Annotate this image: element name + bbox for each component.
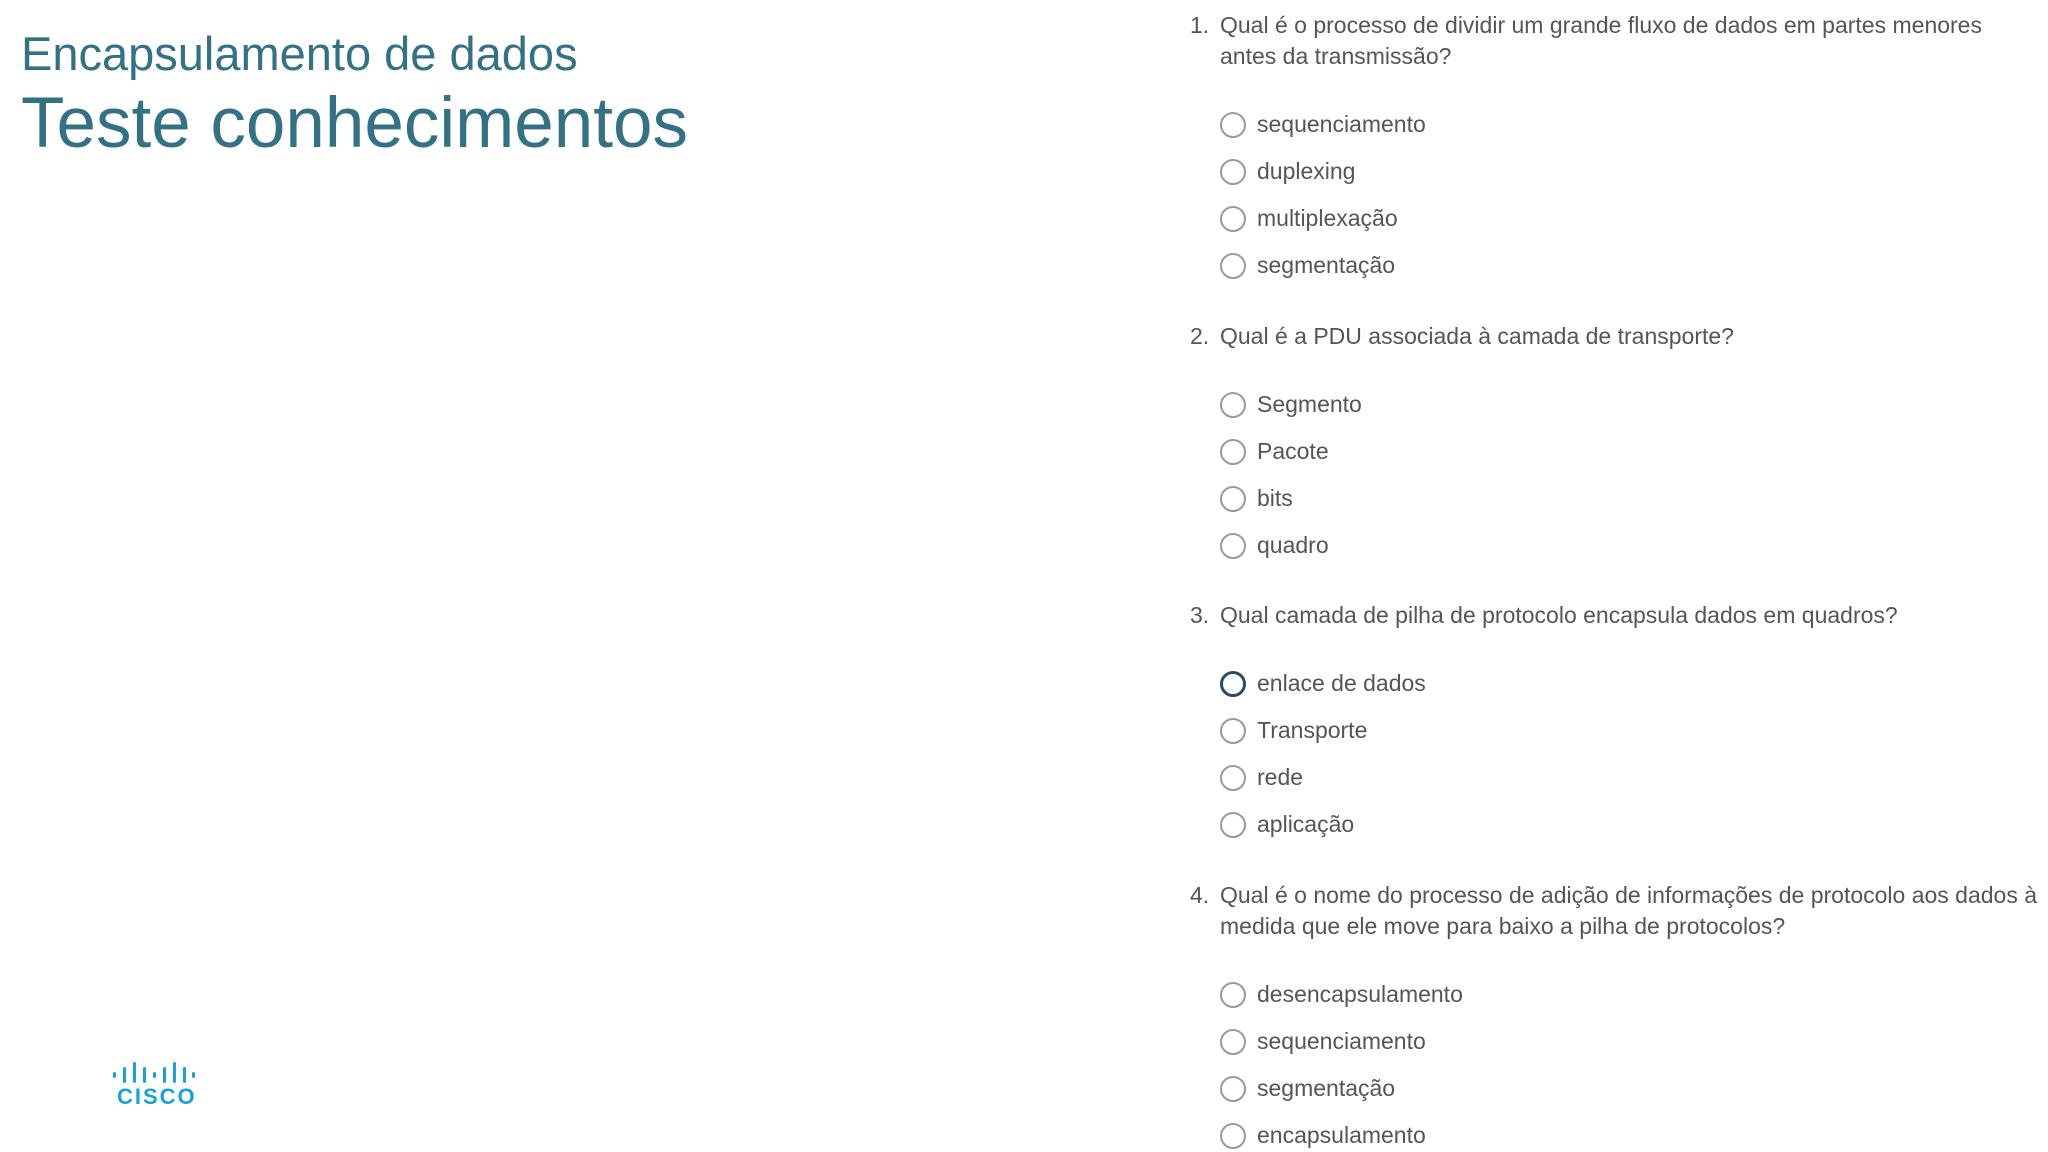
- question-text: [1190, 10, 2040, 72]
- answer-options: [1190, 381, 2040, 569]
- radio-button[interactable]: [1220, 718, 1246, 744]
- answer-option[interactable]: [1190, 195, 2040, 242]
- answer-option[interactable]: [1190, 754, 2040, 801]
- cisco-wordmark: CISCO: [117, 1084, 197, 1109]
- cisco-bars-icon: [111, 1060, 197, 1084]
- answer-label: enlace de dados: [1257, 670, 1426, 696]
- radio-button[interactable]: [1220, 1076, 1246, 1102]
- question-number: 2.: [1190, 323, 1210, 349]
- answer-option[interactable]: [1190, 242, 2040, 289]
- slide-title: Teste conhecimentos: [21, 84, 688, 163]
- answer-option[interactable]: [1190, 1018, 2040, 1065]
- question-number: 1.: [1190, 12, 1210, 38]
- answer-label: duplexing: [1257, 158, 1356, 184]
- question-prompt: Qual é o processo de dividir um grande fluxo de dados em partes menores antes da transmissão?: [1220, 12, 1982, 69]
- question-4: [1190, 880, 2040, 1152]
- radio-button[interactable]: [1220, 439, 1246, 465]
- answer-label: Segmento: [1257, 391, 1362, 417]
- radio-button[interactable]: [1220, 982, 1246, 1008]
- cisco-logo: [111, 1060, 197, 1109]
- radio-button[interactable]: [1220, 253, 1246, 279]
- question-3: [1190, 600, 2040, 848]
- question-text: [1190, 600, 2040, 631]
- question-number: 4.: [1190, 882, 1210, 908]
- answer-label: sequenciamento: [1257, 111, 1426, 137]
- answer-option[interactable]: [1190, 801, 2040, 848]
- question-1: [1190, 10, 2040, 289]
- answer-label: segmentação: [1257, 1075, 1396, 1101]
- answer-option[interactable]: [1190, 522, 2040, 569]
- answer-label: bits: [1257, 485, 1293, 511]
- question-text: [1190, 880, 2040, 942]
- answer-label: Pacote: [1257, 438, 1329, 464]
- answer-option[interactable]: [1190, 660, 2040, 707]
- answer-option[interactable]: [1190, 428, 2040, 475]
- radio-button[interactable]: [1220, 765, 1246, 791]
- answer-options: [1190, 101, 2040, 289]
- slide-subtitle: Encapsulamento de dados: [21, 27, 578, 80]
- answer-option[interactable]: [1190, 707, 2040, 754]
- radio-button[interactable]: [1220, 1123, 1246, 1149]
- answer-option[interactable]: [1190, 381, 2040, 428]
- answer-label: segmentação: [1257, 252, 1396, 278]
- answer-label: rede: [1257, 764, 1304, 790]
- question-number: 3.: [1190, 602, 1210, 628]
- question-prompt: Qual é a PDU associada à camada de transporte?: [1220, 323, 1734, 349]
- radio-button[interactable]: [1220, 112, 1246, 138]
- answer-label: quadro: [1257, 532, 1329, 558]
- question-text: [1190, 321, 2040, 352]
- radio-button[interactable]: [1220, 812, 1246, 838]
- radio-button[interactable]: [1220, 392, 1246, 418]
- radio-button[interactable]: [1220, 206, 1246, 232]
- answer-option[interactable]: [1190, 1112, 2040, 1152]
- answer-option[interactable]: [1190, 475, 2040, 522]
- question-prompt: Qual camada de pilha de protocolo encapsula dados em quadros?: [1220, 602, 1898, 628]
- radio-button[interactable]: [1220, 533, 1246, 559]
- question-prompt: Qual é o nome do processo de adição de informações de protocolo aos dados à medida que ele move para baixo a pilha de protocolos?: [1220, 882, 2038, 939]
- answer-option[interactable]: [1190, 1065, 2040, 1112]
- answer-option[interactable]: [1190, 971, 2040, 1018]
- radio-button-focused[interactable]: [1220, 671, 1246, 697]
- answer-options: [1190, 971, 2040, 1152]
- answer-label: aplicação: [1257, 811, 1355, 837]
- question-2: [1190, 321, 2040, 569]
- radio-button[interactable]: [1220, 159, 1246, 185]
- answer-label: desencapsulamento: [1257, 981, 1463, 1007]
- slide-header: [21, 24, 688, 164]
- radio-button[interactable]: [1220, 486, 1246, 512]
- answer-options: [1190, 660, 2040, 848]
- answer-option[interactable]: [1190, 101, 2040, 148]
- answer-label: encapsulamento: [1257, 1122, 1426, 1148]
- answer-label: sequenciamento: [1257, 1028, 1426, 1054]
- answer-option[interactable]: [1190, 148, 2040, 195]
- answer-label: multiplexação: [1257, 205, 1398, 231]
- radio-button[interactable]: [1220, 1029, 1246, 1055]
- answer-label: Transporte: [1257, 717, 1368, 743]
